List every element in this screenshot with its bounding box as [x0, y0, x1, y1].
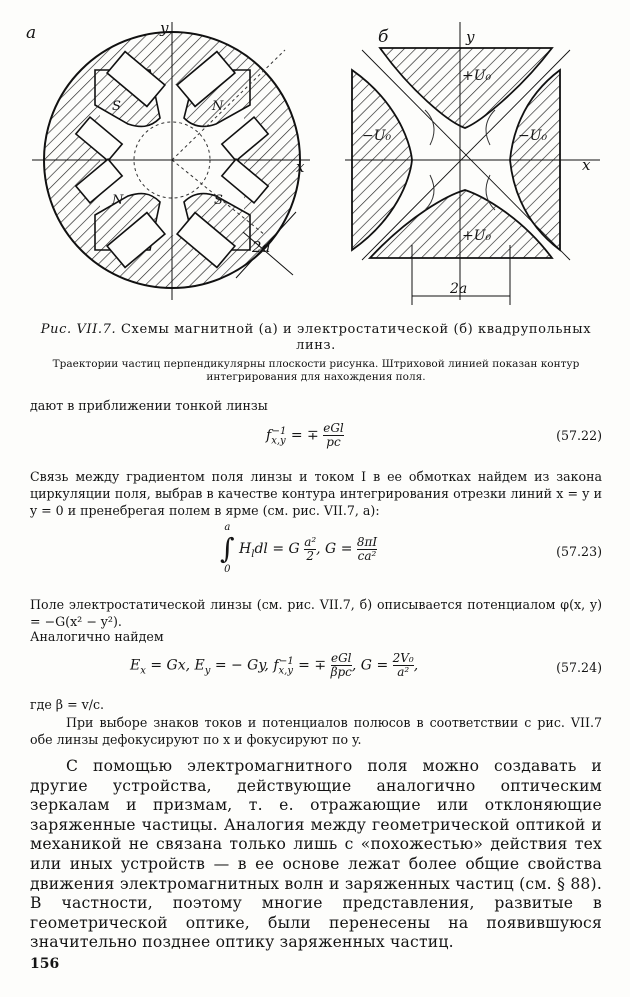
caption-text: Схемы магнитной (а) и электростатической (б) квадрупольных линз.: [120, 322, 592, 353]
panel-a-label: а: [26, 23, 37, 43]
equation-57-22: $f_{x,y}^{-1}$ = ∓ $\frac{\text{eGl}}{pc}$ (57.22): [266, 421, 602, 449]
panel-b-dim: 2a: [450, 281, 468, 297]
panel-b-electrostatic-lens: [345, 22, 600, 305]
caption-prefix: Рис. VII.7.: [40, 322, 117, 337]
panel-a-dim: 2a: [252, 238, 271, 256]
electrode-label: −U₀: [362, 128, 392, 144]
pole-label: N: [112, 193, 124, 208]
pole-label: N: [212, 99, 224, 114]
paragraph: Поле электростатической линзы (см. рис. VII.7, б) описывается потенциалом φ(x, y) = −G(x² − y²).: [30, 597, 602, 629]
paragraph: Аналогично найдем: [30, 629, 164, 644]
panel-b-axis-y: y: [466, 28, 475, 46]
equation-number: (57.22): [556, 428, 602, 443]
panel-a-axis-x: x: [296, 158, 305, 176]
caption-note: Траектории частиц перпендикулярны плоскости рисунка. Штриховой линией показан контур интегрирования для нахождения поля.: [52, 358, 580, 383]
equation-number: (57.24): [556, 660, 602, 675]
quadrupole-figure: [0, 0, 630, 310]
electrode-label: +U₀: [462, 68, 492, 84]
equation-57-24: $E_x = Gx$, $E_y$ = − Gy, $f_{x,y}^{-1}$ = ∓ $\frac{\text{eGl}}{\text{βpc}}$ , G = $\frac{\text{2V₀}}{\text{a²}}$ , (57.24): [130, 651, 602, 679]
pole-label: S: [214, 193, 223, 208]
electrode-label: −U₀: [518, 128, 548, 144]
paragraph: При выборе знаков токов и потенциалов полюсов в соответствии с рис. VII.7 обе линзы дефокусируют по x и фокусируют по y.: [30, 715, 602, 747]
equation-number: (57.23): [556, 544, 602, 559]
panel-a-axis-y: y: [160, 19, 169, 37]
equation-57-23: a ∫ 0 $H_ldl = G$ $\frac{\text{a²}}{2}$ , G = $\frac{8\pi I}{\text{ca²}}$ (57.23): [220, 522, 602, 575]
main-paragraph: С помощью электромагнитного поля можно создавать и другие устройства, действующие аналогично оптическим зеркалам и призмам, т. е. отражающие или отклоняющие заряженные частицы. Аналогия между геометрической оптикой и механикой не связана только лишь с «похожестью» действия тех или иных устройств — в ее основе лежат более общие свойства движения электромагнитных волн и заряженных частиц (см. § 88). В частности, поэтому многие представления, развитые в геометрической оптике, были перенесены на появившуюся значительно позднее оптику заряженных частиц.: [30, 757, 602, 952]
page-number: 156: [30, 956, 60, 972]
pole-label: S: [112, 99, 121, 114]
paragraph: Связь между градиентом поля линзы и током I в ее обмотках найдем из закона циркуляции поля, выбрав в качестве контура интегрирования отрезки линий x = y и y = 0 и пренебрегая полем в ярме (см. рис. VII.7, а):: [30, 469, 602, 518]
panel-b-label: б: [378, 27, 389, 47]
paragraph: где β = v/c.: [30, 697, 105, 712]
electrode-label: +U₀: [462, 228, 492, 244]
paragraph: дают в приближении тонкой линзы: [30, 398, 268, 413]
panel-b-axis-x: x: [582, 156, 591, 174]
figure-caption: [30, 322, 602, 354]
panel-a-magnetic-lens: [26, 19, 310, 300]
